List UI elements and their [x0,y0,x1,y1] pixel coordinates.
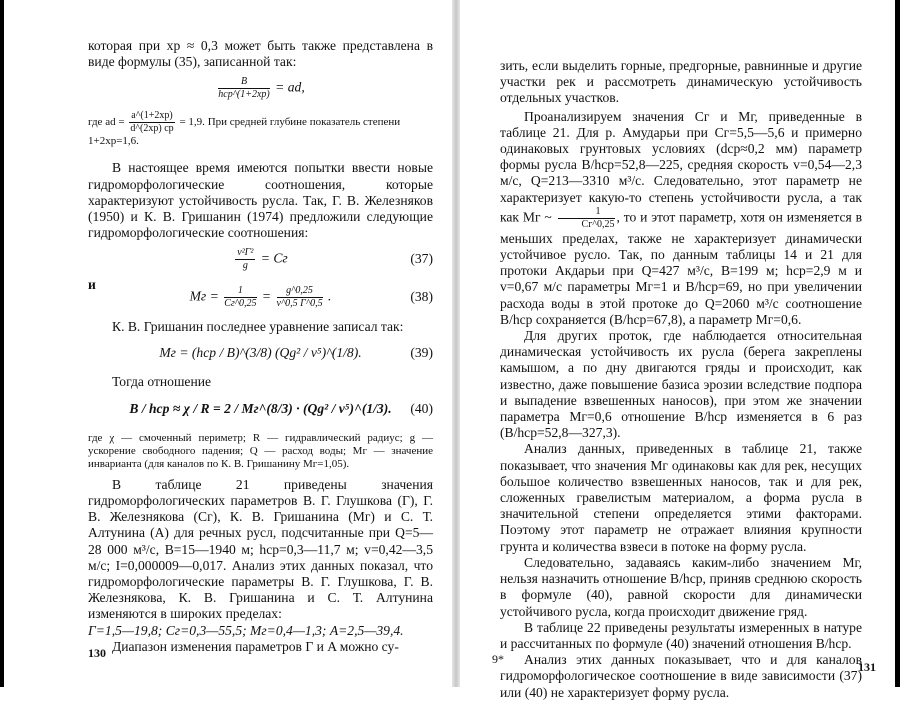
equation-39 [88,336,433,370]
right-para-6: В таблице 22 приведены результаты измеренных в натуре и рассчитанных по формуле (40) значений отношения B/hср. [500,619,862,651]
right-para-4: Анализ данных, приведенных в таблице 21, также показывает, что значения Mг одинаковы как для рек, несущих большое количество взвешенных наносов, так и для рек, сложенных гравелистым материалом, а форма русла в значительной степени определяется этими факторами. Поэтому этот параметр не отражает влияния крупности грунта и количества взвеси в потоке на форму русла. [500,441,862,554]
eq40-number: (40) [410,400,433,416]
eq37-lhs-num: v²Г² [237,247,254,259]
formula-ad-den: hср^(1+2xр) [218,89,270,101]
left-page [0,0,452,687]
right-para-3: Для других проток, где наблюдается относительная динамическая устойчивость их русла (берега закреплены камышом, а по дну двигаются гряды и происходит, как известно, даже повышение базиса эрозии вследствие подпора и выпадение взвешенных наносов), при этом же значении параметра Mг=0,6 отношение B/hср изменяется в 6 раз (B/hср=52,8—327,3). [500,328,862,441]
signature-mark: 9* [492,652,504,666]
left-page-text [88,38,433,655]
ad-definition [88,110,433,156]
eq38-lhs: Mг = [189,289,219,305]
eq38-tail: . [327,289,332,305]
left-para-5: Диапазон изменения параметров Г и A можно су- [112,638,399,654]
left-para-4: В таблице 21 приведены значения гидроморфологических параметров В. Г. Глушкова (Г), Г. В. Железнякова (Cг), К. В. Гришанина (Mг) и С. Т. Алтунина (A) для речных русл, подсчитанные при Q=5—28 000 м³/с, B=15—1940 м; hср=0,3—11,7 м; v=0,42—3,5 м/с; I=0,000009—0,017. Анализ этих данных показал, что гидроморфологические параметры В. Г. Глушкова, Г. В. Железнякова, К. В. Гришанина и С. Т. Алтунина изменяются в широких пределах: [88,476,433,622]
eq38-f1-den: Cг^0,25 [224,298,257,310]
eq39-number: (39) [410,344,433,360]
formula-ad [88,70,433,110]
eq38-number: (38) [410,289,433,305]
eq37-rhs: = Cг [260,251,288,267]
eq38-f2-num: g^0,25 [277,285,323,298]
page-number-left: 130 [88,646,106,660]
right-para-2a: Проанализируем значения Cг и Mг, приведенные в таблице 21. Для р. Амударьи при Cг=5,5—5,6 и примерно одинаковых грунтовых условиях (dср≈0,2 мм) параметр формы русла B/hср=52,8—225, средняя скорость v=0,54—2,3 м/с, Q=213—3310 м³/с. Следовательно, этот параметр не характеризует какую-то степень устойчивости русла, а так как Mг ~ [500,108,862,225]
right-para-5: Следовательно, задаваясь каким-либо значением Mг, нельзя назначить отношение B/hср, приняв среднюю скорость в формуле (40), равной скорости для динамически устойчивого русла, когда происходит движение гряд. [500,554,862,619]
inline-frac-num: 1 [558,206,615,219]
ad-def-note: При средней глубине показатель степени 1+2xр=1,6. [88,116,401,148]
eq40-text: B / hср ≈ χ / R = 2 / Mг^(8/3) · (Qg² / v⁵)^(1/3). [129,400,392,416]
ad-def-prefix: где ad = [88,116,125,129]
parameter-ranges: Г=1,5—19,8; Cг=0,3—55,5; Mг=0,4—1,3; A=2,5—39,4. [88,622,404,638]
eq37-number: (37) [410,251,433,267]
ad-def-num: a^(1+2xр) [131,110,173,122]
formula-ad-rhs: = ad, [275,80,305,96]
book-gutter [452,0,460,687]
eq38-f1-num: 1 [224,285,256,298]
right-page [460,0,900,700]
equation-38: и Mг = $\frac{1}{Cг\^{}0,25}$ = $\frac{g\^{}0,25}{v\^{}0,5 Г\^{}0,5}$ . (38) [88,277,433,310]
left-para-2: К. В. Гришанин последнее уравнение записал так: [112,319,404,335]
left-intro: которая при xр ≈ 0,3 может быть также представлена в виде формулы (35), записанной так: [88,38,433,70]
eq37-lhs-den: g [242,260,248,272]
right-para-2 [500,109,862,328]
variable-legend: где χ — смоченный периметр; R — гидравлический радиус; g — ускорение свободного падения; Q — расход воды; Mг — значение инварианта (для каналов по К. В. Гришанину Mг=1,05). [88,431,433,470]
ad-def-rhs: = 1,9. [179,116,205,129]
right-para-2b: , то и этот параметр, хотя он изменяется в меньших пределах, также не характеризует динамически устойчивое русло. Так, по данным таблицы 14 и 21 для протоки Акдарьи при Q=427 м³/с, B=199 м; hср=2,9 м и v=0,67 м/с параметры Mг=1 и B/hср=69, но при увеличении расхода воды в этой протоке до Q=2060 м³/с соотношение B/hср сохраняется (B/hср=67,8), а параметр Mг=0,6. [500,209,862,327]
eq39-text: Mг = (hср / B)^(3/8) (Qg² / v⁵)^(1/8). [159,344,362,360]
page-number-right: 131 [858,660,876,674]
left-para-1: В настоящее время имеются попытки ввести новые гидроморфологические соотношения, которые характеризуют устойчивость русла. Так, Г. В. Железняков (1950) и К. В. Гришанин (1974) предложили следующие гидроморфологические соотношения: [88,160,433,241]
and-word: и [88,277,96,293]
equation-40 [88,390,433,428]
right-para-7: Анализ этих данных показывает, что и для каналов гидроморфологическое соотношение в виде зависимости (37) или (40) не характеризует форму русла. [500,652,862,700]
right-para-1: зить, если выделить горные, предгорные, равнинные и другие участки рек и рассмотреть динамическую устойчивость отдельных участков. [500,58,862,106]
left-para-3: Тогда отношение [112,373,212,389]
inline-frac-den: Cг^0,25 [581,218,615,230]
ad-def-den: d^(2xр) cp [130,123,174,135]
right-page-text [500,58,862,701]
eq38-f2-den: v^0,5 Г^0,5 [276,298,323,310]
equation-37 [88,241,433,275]
formula-ad-num: B [218,76,270,89]
